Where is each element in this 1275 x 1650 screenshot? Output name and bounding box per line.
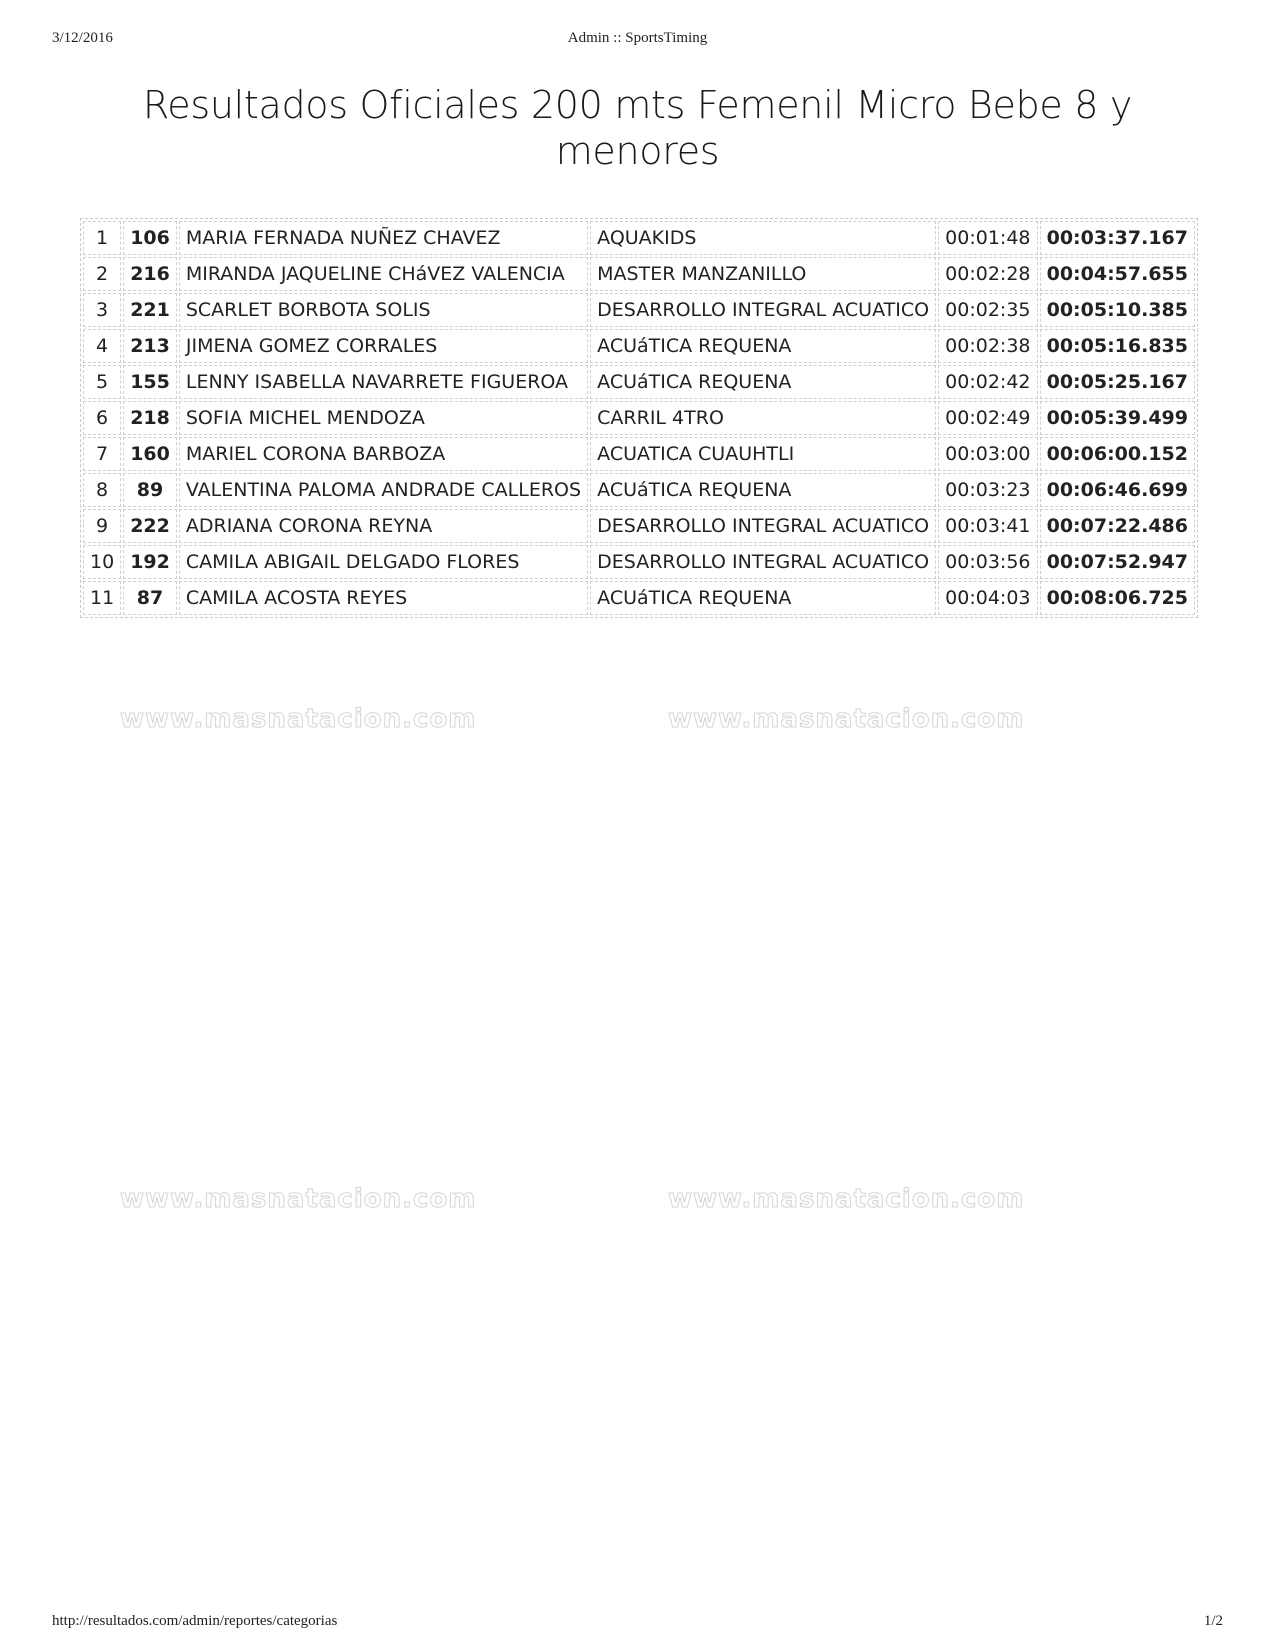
split-time-cell: 00:02:28	[938, 257, 1037, 291]
table-row	[83, 365, 1195, 399]
bib-number-cell: 106	[123, 221, 177, 255]
table-row	[83, 221, 1195, 255]
swimmer-name-cell: MARIEL CORONA BARBOZA	[179, 437, 588, 471]
position-cell: 5	[83, 365, 121, 399]
final-time-cell: 00:05:25.167	[1040, 365, 1196, 399]
bib-number-cell: 192	[123, 545, 177, 579]
print-date: 3/12/2016	[52, 30, 113, 46]
bib-number-cell: 221	[123, 293, 177, 327]
bib-number-cell: 222	[123, 509, 177, 543]
table-row	[83, 293, 1195, 327]
final-time-cell: 00:06:00.152	[1040, 437, 1196, 471]
team-cell: ACUáTICA REQUENA	[590, 581, 936, 615]
position-cell: 7	[83, 437, 121, 471]
print-footer	[52, 1613, 1223, 1633]
split-time-cell: 00:03:56	[938, 545, 1037, 579]
team-cell: ACUáTICA REQUENA	[590, 365, 936, 399]
team-cell: DESARROLLO INTEGRAL ACUATICO	[590, 293, 936, 327]
bib-number-cell: 155	[123, 365, 177, 399]
watermark: www.masnatacion.com	[668, 704, 1025, 734]
bib-number-cell: 89	[123, 473, 177, 507]
table-row	[83, 401, 1195, 435]
team-cell: AQUAKIDS	[590, 221, 936, 255]
results-title: Resultados Oficiales 200 mts Femenil Micro Bebe 8 y menores	[142, 83, 1133, 173]
final-time-cell: 00:05:10.385	[1040, 293, 1196, 327]
split-time-cell: 00:02:38	[938, 329, 1037, 363]
bib-number-cell: 160	[123, 437, 177, 471]
table-row	[83, 473, 1195, 507]
split-time-cell: 00:04:03	[938, 581, 1037, 615]
watermark: www.masnatacion.com	[120, 1184, 477, 1214]
final-time-cell: 00:06:46.699	[1040, 473, 1196, 507]
swimmer-name-cell: MARIA FERNADA NUÑEZ CHAVEZ	[179, 221, 588, 255]
team-cell: DESARROLLO INTEGRAL ACUATICO	[590, 545, 936, 579]
swimmer-name-cell: ADRIANA CORONA REYNA	[179, 509, 588, 543]
swimmer-name-cell: CAMILA ABIGAIL DELGADO FLORES	[179, 545, 588, 579]
watermark: www.masnatacion.com	[668, 1184, 1025, 1214]
table-row	[83, 581, 1195, 615]
print-url: http://resultados.com/admin/reportes/categorias	[52, 1613, 338, 1629]
table-row	[83, 509, 1195, 543]
results-table	[80, 218, 1198, 618]
bib-number-cell: 218	[123, 401, 177, 435]
split-time-cell: 00:01:48	[938, 221, 1037, 255]
position-cell: 11	[83, 581, 121, 615]
table-row	[83, 437, 1195, 471]
team-cell: CARRIL 4TRO	[590, 401, 936, 435]
split-time-cell: 00:02:42	[938, 365, 1037, 399]
swimmer-name-cell: VALENTINA PALOMA ANDRADE CALLEROS	[179, 473, 588, 507]
swimmer-name-cell: JIMENA GOMEZ CORRALES	[179, 329, 588, 363]
swimmer-name-cell: LENNY ISABELLA NAVARRETE FIGUEROA	[179, 365, 588, 399]
table-row	[83, 545, 1195, 579]
bib-number-cell: 213	[123, 329, 177, 363]
swimmer-name-cell: SCARLET BORBOTA SOLIS	[179, 293, 588, 327]
split-time-cell: 00:03:23	[938, 473, 1037, 507]
position-cell: 4	[83, 329, 121, 363]
team-cell: ACUáTICA REQUENA	[590, 329, 936, 363]
final-time-cell: 00:07:22.486	[1040, 509, 1196, 543]
position-cell: 1	[83, 221, 121, 255]
swimmer-name-cell: CAMILA ACOSTA REYES	[179, 581, 588, 615]
print-page-title: Admin :: SportsTiming	[567, 30, 708, 46]
split-time-cell: 00:02:49	[938, 401, 1037, 435]
split-time-cell: 00:02:35	[938, 293, 1037, 327]
position-cell: 6	[83, 401, 121, 435]
page-number: 1/2	[1203, 1613, 1223, 1629]
final-time-cell: 00:04:57.655	[1040, 257, 1196, 291]
team-cell: ACUATICA CUAUHTLI	[590, 437, 936, 471]
swimmer-name-cell: SOFIA MICHEL MENDOZA	[179, 401, 588, 435]
final-time-cell: 00:05:39.499	[1040, 401, 1196, 435]
table-row	[83, 329, 1195, 363]
position-cell: 2	[83, 257, 121, 291]
final-time-cell: 00:08:06.725	[1040, 581, 1196, 615]
position-cell: 8	[83, 473, 121, 507]
final-time-cell: 00:05:16.835	[1040, 329, 1196, 363]
team-cell: DESARROLLO INTEGRAL ACUATICO	[590, 509, 936, 543]
team-cell: ACUáTICA REQUENA	[590, 473, 936, 507]
print-header	[52, 30, 1223, 54]
table-row	[83, 257, 1195, 291]
split-time-cell: 00:03:41	[938, 509, 1037, 543]
position-cell: 9	[83, 509, 121, 543]
position-cell: 10	[83, 545, 121, 579]
split-time-cell: 00:03:00	[938, 437, 1037, 471]
final-time-cell: 00:07:52.947	[1040, 545, 1196, 579]
position-cell: 3	[83, 293, 121, 327]
team-cell: MASTER MANZANILLO	[590, 257, 936, 291]
swimmer-name-cell: MIRANDA JAQUELINE CHáVEZ VALENCIA	[179, 257, 588, 291]
bib-number-cell: 87	[123, 581, 177, 615]
final-time-cell: 00:03:37.167	[1040, 221, 1196, 255]
bib-number-cell: 216	[123, 257, 177, 291]
watermark: www.masnatacion.com	[120, 704, 477, 734]
